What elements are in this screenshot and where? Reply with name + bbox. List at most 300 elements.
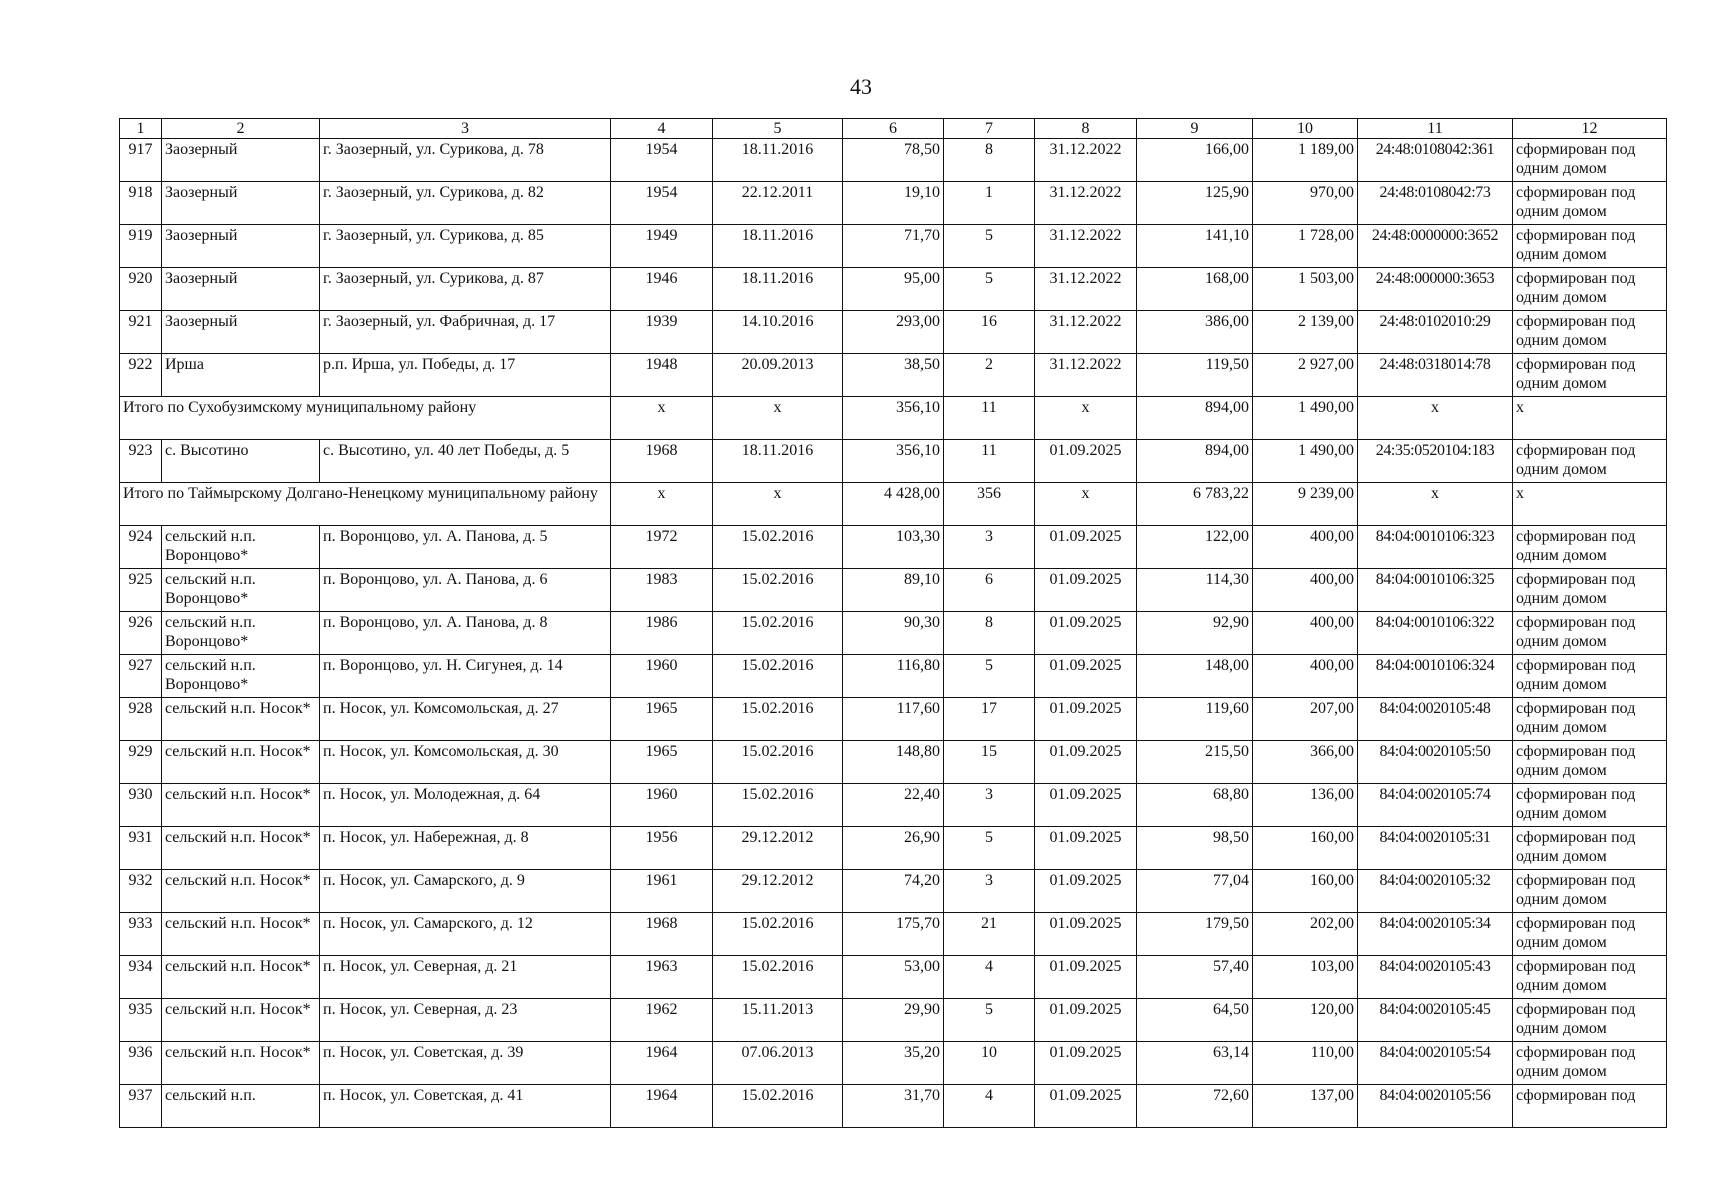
settlement-name: Заозерный xyxy=(162,311,320,354)
land-area: 179,50 xyxy=(1137,913,1253,956)
column-header-2: 2 xyxy=(162,119,320,139)
cost-value: 202,00 xyxy=(1253,913,1358,956)
settlement-name: Заозерный xyxy=(162,268,320,311)
residents-count: 5 xyxy=(944,999,1035,1042)
recognition-date: 14.10.2016 xyxy=(713,311,843,354)
house-address: п. Носок, ул. Северная, д. 23 xyxy=(320,999,611,1042)
construction-year: 1960 xyxy=(611,655,713,698)
house-address: п. Носок, ул. Комсомольская, д. 27 xyxy=(320,698,611,741)
construction-year: 1983 xyxy=(611,569,713,612)
construction-year: 1946 xyxy=(611,268,713,311)
cadastral-number: х xyxy=(1358,397,1513,440)
living-area: 31,70 xyxy=(843,1085,944,1128)
resettlement-deadline: 01.09.2025 xyxy=(1035,784,1137,827)
row-number: 918 xyxy=(120,182,162,225)
recognition-date: 15.02.2016 xyxy=(713,1085,843,1128)
living-area: 26,90 xyxy=(843,827,944,870)
construction-year: х xyxy=(611,397,713,440)
resettlement-deadline: 01.09.2025 xyxy=(1035,698,1137,741)
living-area: 293,00 xyxy=(843,311,944,354)
cadastral-number: 84:04:0020105:32 xyxy=(1358,870,1513,913)
living-area: 90,30 xyxy=(843,612,944,655)
settlement-name: сельский н.п. xyxy=(162,1085,320,1128)
construction-year: 1986 xyxy=(611,612,713,655)
land-status: сформирован под одним домом xyxy=(1513,1042,1667,1085)
house-address: г. Заозерный, ул. Сурикова, д. 78 xyxy=(320,139,611,182)
construction-year: 1956 xyxy=(611,827,713,870)
cadastral-number: 84:04:0010106:325 xyxy=(1358,569,1513,612)
row-number: 931 xyxy=(120,827,162,870)
living-area: 74,20 xyxy=(843,870,944,913)
row-number: 927 xyxy=(120,655,162,698)
table-row xyxy=(120,139,1667,182)
residents-count: 6 xyxy=(944,569,1035,612)
cadastral-number: 24:48:0108042:73 xyxy=(1358,182,1513,225)
living-area: 71,70 xyxy=(843,225,944,268)
residents-count: 5 xyxy=(944,225,1035,268)
cadastral-number: 84:04:0020105:54 xyxy=(1358,1042,1513,1085)
settlement-name: сельский н.п. Носок* xyxy=(162,1042,320,1085)
residents-count: 356 xyxy=(944,483,1035,526)
land-area: 119,60 xyxy=(1137,698,1253,741)
land-status: сформирован под одним домом xyxy=(1513,956,1667,999)
subtotal-label: Итого по Сухобузимскому муниципальному району xyxy=(120,397,611,440)
cost-value: 1 728,00 xyxy=(1253,225,1358,268)
row-number: 932 xyxy=(120,870,162,913)
table-row xyxy=(120,913,1667,956)
construction-year: 1965 xyxy=(611,741,713,784)
cadastral-number: 84:04:0010106:324 xyxy=(1358,655,1513,698)
construction-year: 1960 xyxy=(611,784,713,827)
land-status: сформирован под одним домом xyxy=(1513,569,1667,612)
table-row xyxy=(120,827,1667,870)
settlement-name: Заозерный xyxy=(162,225,320,268)
table-row xyxy=(120,655,1667,698)
land-status: сформирован под одним домом xyxy=(1513,784,1667,827)
housing-register-table xyxy=(119,118,1667,1128)
cost-value: 137,00 xyxy=(1253,1085,1358,1128)
house-address: г. Заозерный, ул. Фабричная, д. 17 xyxy=(320,311,611,354)
resettlement-deadline: 01.09.2025 xyxy=(1035,741,1137,784)
land-status: сформирован под одним домом xyxy=(1513,999,1667,1042)
row-number: 936 xyxy=(120,1042,162,1085)
resettlement-deadline: 31.12.2022 xyxy=(1035,268,1137,311)
row-number: 924 xyxy=(120,526,162,569)
recognition-date: 18.11.2016 xyxy=(713,440,843,483)
cost-value: 1 503,00 xyxy=(1253,268,1358,311)
column-header-1: 1 xyxy=(120,119,162,139)
recognition-date: 15.02.2016 xyxy=(713,655,843,698)
residents-count: 15 xyxy=(944,741,1035,784)
residents-count: 11 xyxy=(944,397,1035,440)
construction-year: 1954 xyxy=(611,139,713,182)
land-status: х xyxy=(1513,397,1667,440)
construction-year: 1965 xyxy=(611,698,713,741)
land-area: 77,04 xyxy=(1137,870,1253,913)
recognition-date: 20.09.2013 xyxy=(713,354,843,397)
cost-value: 400,00 xyxy=(1253,526,1358,569)
residents-count: 3 xyxy=(944,526,1035,569)
recognition-date: 15.02.2016 xyxy=(713,569,843,612)
house-address: п. Носок, ул. Самарского, д. 9 xyxy=(320,870,611,913)
cost-value: 400,00 xyxy=(1253,655,1358,698)
house-address: п. Воронцово, ул. А. Панова, д. 5 xyxy=(320,526,611,569)
settlement-name: сельский н.п. Носок* xyxy=(162,913,320,956)
settlement-name: сельский н.п. Носок* xyxy=(162,784,320,827)
row-number: 934 xyxy=(120,956,162,999)
land-area: 148,00 xyxy=(1137,655,1253,698)
settlement-name: Ирша xyxy=(162,354,320,397)
residents-count: 10 xyxy=(944,1042,1035,1085)
recognition-date: 18.11.2016 xyxy=(713,225,843,268)
house-address: г. Заозерный, ул. Сурикова, д. 87 xyxy=(320,268,611,311)
recognition-date: 15.02.2016 xyxy=(713,956,843,999)
cadastral-number: 84:04:0010106:322 xyxy=(1358,612,1513,655)
table-row xyxy=(120,999,1667,1042)
table-row xyxy=(120,1085,1667,1128)
recognition-date: 22.12.2011 xyxy=(713,182,843,225)
cadastral-number: 84:04:0020105:34 xyxy=(1358,913,1513,956)
recognition-date: 15.02.2016 xyxy=(713,526,843,569)
house-address: г. Заозерный, ул. Сурикова, д. 82 xyxy=(320,182,611,225)
cost-value: 1 189,00 xyxy=(1253,139,1358,182)
recognition-date: 15.02.2016 xyxy=(713,741,843,784)
construction-year: 1961 xyxy=(611,870,713,913)
land-status: сформирован под одним домом xyxy=(1513,354,1667,397)
land-area: 114,30 xyxy=(1137,569,1253,612)
settlement-name: сельский н.п. Носок* xyxy=(162,827,320,870)
resettlement-deadline: 01.09.2025 xyxy=(1035,870,1137,913)
resettlement-deadline: 01.09.2025 xyxy=(1035,655,1137,698)
cost-value: 2 927,00 xyxy=(1253,354,1358,397)
land-area: 64,50 xyxy=(1137,999,1253,1042)
cadastral-number: 84:04:0020105:31 xyxy=(1358,827,1513,870)
land-status: сформирован под одним домом xyxy=(1513,612,1667,655)
table-body xyxy=(120,139,1667,1128)
settlement-name: сельский н.п. Носок* xyxy=(162,870,320,913)
settlement-name: сельский н.п. Воронцово* xyxy=(162,526,320,569)
column-header-11: 11 xyxy=(1358,119,1513,139)
table-row xyxy=(120,612,1667,655)
table-row xyxy=(120,784,1667,827)
land-status: сформирован под одним домом xyxy=(1513,827,1667,870)
living-area: 19,10 xyxy=(843,182,944,225)
table-row xyxy=(120,311,1667,354)
residents-count: 5 xyxy=(944,655,1035,698)
construction-year: 1968 xyxy=(611,440,713,483)
page-number: 43 xyxy=(850,74,872,99)
land-area: 215,50 xyxy=(1137,741,1253,784)
table-row xyxy=(120,354,1667,397)
resettlement-deadline: 01.09.2025 xyxy=(1035,440,1137,483)
table-row xyxy=(120,698,1667,741)
living-area: 103,30 xyxy=(843,526,944,569)
column-header-7: 7 xyxy=(944,119,1035,139)
row-number: 919 xyxy=(120,225,162,268)
recognition-date: 18.11.2016 xyxy=(713,268,843,311)
resettlement-deadline: 31.12.2022 xyxy=(1035,182,1137,225)
row-number: 925 xyxy=(120,569,162,612)
subtotal-label: Итого по Таймырскому Долгано-Ненецкому муниципальному району xyxy=(120,483,611,526)
row-number: 920 xyxy=(120,268,162,311)
table-row xyxy=(120,526,1667,569)
construction-year: 1963 xyxy=(611,956,713,999)
cadastral-number: 24:48:0318014:78 xyxy=(1358,354,1513,397)
land-status: сформирован под одним домом xyxy=(1513,870,1667,913)
row-number: 921 xyxy=(120,311,162,354)
land-area: 386,00 xyxy=(1137,311,1253,354)
table-row xyxy=(120,268,1667,311)
land-area: 119,50 xyxy=(1137,354,1253,397)
table-row xyxy=(120,225,1667,268)
house-address: п. Воронцово, ул. А. Панова, д. 6 xyxy=(320,569,611,612)
resettlement-deadline: 01.09.2025 xyxy=(1035,827,1137,870)
construction-year: 1964 xyxy=(611,1042,713,1085)
column-header-5: 5 xyxy=(713,119,843,139)
recognition-date: 07.06.2013 xyxy=(713,1042,843,1085)
recognition-date: 15.02.2016 xyxy=(713,913,843,956)
land-status: сформирован под одним домом xyxy=(1513,139,1667,182)
table-row xyxy=(120,440,1667,483)
land-area: 122,00 xyxy=(1137,526,1253,569)
cost-value: 160,00 xyxy=(1253,870,1358,913)
settlement-name: сельский н.п. Носок* xyxy=(162,698,320,741)
residents-count: 4 xyxy=(944,956,1035,999)
residents-count: 8 xyxy=(944,139,1035,182)
land-area: 72,60 xyxy=(1137,1085,1253,1128)
cost-value: 1 490,00 xyxy=(1253,440,1358,483)
construction-year: 1968 xyxy=(611,913,713,956)
cadastral-number: 84:04:0020105:74 xyxy=(1358,784,1513,827)
construction-year: 1964 xyxy=(611,1085,713,1128)
resettlement-deadline: 01.09.2025 xyxy=(1035,526,1137,569)
settlement-name: сельский н.п. Воронцово* xyxy=(162,569,320,612)
cadastral-number: 84:04:0020105:50 xyxy=(1358,741,1513,784)
land-area: 894,00 xyxy=(1137,440,1253,483)
residents-count: 21 xyxy=(944,913,1035,956)
settlement-name: с. Высотино xyxy=(162,440,320,483)
cadastral-number: 24:48:0102010:29 xyxy=(1358,311,1513,354)
land-area: 166,00 xyxy=(1137,139,1253,182)
resettlement-deadline: 01.09.2025 xyxy=(1035,1085,1137,1128)
resettlement-deadline: 31.12.2022 xyxy=(1035,311,1137,354)
resettlement-deadline: 31.12.2022 xyxy=(1035,225,1137,268)
residents-count: 17 xyxy=(944,698,1035,741)
recognition-date: 15.02.2016 xyxy=(713,698,843,741)
land-status: сформирован под одним домом xyxy=(1513,440,1667,483)
residents-count: 4 xyxy=(944,1085,1035,1128)
residents-count: 1 xyxy=(944,182,1035,225)
resettlement-deadline: 31.12.2022 xyxy=(1035,139,1137,182)
subtotal-row xyxy=(120,397,1667,440)
land-area: 98,50 xyxy=(1137,827,1253,870)
column-header-3: 3 xyxy=(320,119,611,139)
cost-value: 160,00 xyxy=(1253,827,1358,870)
cost-value: 103,00 xyxy=(1253,956,1358,999)
cost-value: 366,00 xyxy=(1253,741,1358,784)
column-header-4: 4 xyxy=(611,119,713,139)
resettlement-deadline: х xyxy=(1035,483,1137,526)
recognition-date: 15.11.2013 xyxy=(713,999,843,1042)
construction-year: 1954 xyxy=(611,182,713,225)
column-header-9: 9 xyxy=(1137,119,1253,139)
living-area: 29,90 xyxy=(843,999,944,1042)
subtotal-row xyxy=(120,483,1667,526)
table-row xyxy=(120,1042,1667,1085)
land-area: 6 783,22 xyxy=(1137,483,1253,526)
cost-value: 400,00 xyxy=(1253,612,1358,655)
table-row xyxy=(120,956,1667,999)
construction-year: 1962 xyxy=(611,999,713,1042)
land-status: сформирован под xyxy=(1513,1085,1667,1128)
living-area: 78,50 xyxy=(843,139,944,182)
cadastral-number: 84:04:0010106:323 xyxy=(1358,526,1513,569)
cadastral-number: 84:04:0020105:56 xyxy=(1358,1085,1513,1128)
cost-value: 120,00 xyxy=(1253,999,1358,1042)
living-area: 95,00 xyxy=(843,268,944,311)
cost-value: 2 139,00 xyxy=(1253,311,1358,354)
land-status: сформирован под одним домом xyxy=(1513,698,1667,741)
table-row xyxy=(120,741,1667,784)
row-number: 928 xyxy=(120,698,162,741)
cost-value: 9 239,00 xyxy=(1253,483,1358,526)
construction-year: 1939 xyxy=(611,311,713,354)
living-area: 4 428,00 xyxy=(843,483,944,526)
house-address: с. Высотино, ул. 40 лет Победы, д. 5 xyxy=(320,440,611,483)
land-area: 168,00 xyxy=(1137,268,1253,311)
resettlement-deadline: 01.09.2025 xyxy=(1035,612,1137,655)
land-area: 68,80 xyxy=(1137,784,1253,827)
row-number: 926 xyxy=(120,612,162,655)
living-area: 117,60 xyxy=(843,698,944,741)
living-area: 148,80 xyxy=(843,741,944,784)
row-number: 929 xyxy=(120,741,162,784)
living-area: 356,10 xyxy=(843,440,944,483)
living-area: 356,10 xyxy=(843,397,944,440)
cadastral-number: 24:48:0000000:3652 xyxy=(1358,225,1513,268)
land-status: сформирован под одним домом xyxy=(1513,225,1667,268)
land-status: сформирован под одним домом xyxy=(1513,655,1667,698)
resettlement-deadline: 01.09.2025 xyxy=(1035,1042,1137,1085)
house-address: р.п. Ирша, ул. Победы, д. 17 xyxy=(320,354,611,397)
construction-year: 1948 xyxy=(611,354,713,397)
land-status: сформирован под одним домом xyxy=(1513,182,1667,225)
cost-value: 207,00 xyxy=(1253,698,1358,741)
house-address: п. Носок, ул. Комсомольская, д. 30 xyxy=(320,741,611,784)
house-address: п. Носок, ул. Советская, д. 41 xyxy=(320,1085,611,1128)
cost-value: 110,00 xyxy=(1253,1042,1358,1085)
land-status: х xyxy=(1513,483,1667,526)
row-number: 930 xyxy=(120,784,162,827)
land-status: сформирован под одним домом xyxy=(1513,311,1667,354)
resettlement-deadline: 01.09.2025 xyxy=(1035,569,1137,612)
settlement-name: сельский н.п. Воронцово* xyxy=(162,655,320,698)
settlement-name: сельский н.п. Носок* xyxy=(162,741,320,784)
column-header-8: 8 xyxy=(1035,119,1137,139)
recognition-date: 18.11.2016 xyxy=(713,139,843,182)
house-address: г. Заозерный, ул. Сурикова, д. 85 xyxy=(320,225,611,268)
row-number: 937 xyxy=(120,1085,162,1128)
cost-value: 400,00 xyxy=(1253,569,1358,612)
construction-year: х xyxy=(611,483,713,526)
column-number-header-row xyxy=(120,119,1667,139)
cost-value: 970,00 xyxy=(1253,182,1358,225)
resettlement-deadline: 01.09.2025 xyxy=(1035,913,1137,956)
living-area: 22,40 xyxy=(843,784,944,827)
living-area: 38,50 xyxy=(843,354,944,397)
residents-count: 8 xyxy=(944,612,1035,655)
living-area: 116,80 xyxy=(843,655,944,698)
recognition-date: 15.02.2016 xyxy=(713,784,843,827)
living-area: 175,70 xyxy=(843,913,944,956)
land-area: 57,40 xyxy=(1137,956,1253,999)
residents-count: 11 xyxy=(944,440,1035,483)
land-status: сформирован под одним домом xyxy=(1513,741,1667,784)
recognition-date: 29.12.2012 xyxy=(713,827,843,870)
house-address: п. Носок, ул. Набережная, д. 8 xyxy=(320,827,611,870)
settlement-name: сельский н.п. Носок* xyxy=(162,956,320,999)
cadastral-number: 84:04:0020105:48 xyxy=(1358,698,1513,741)
living-area: 53,00 xyxy=(843,956,944,999)
residents-count: 2 xyxy=(944,354,1035,397)
land-status: сформирован под одним домом xyxy=(1513,268,1667,311)
construction-year: 1972 xyxy=(611,526,713,569)
residents-count: 5 xyxy=(944,827,1035,870)
table-row xyxy=(120,569,1667,612)
row-number: 923 xyxy=(120,440,162,483)
settlement-name: Заозерный xyxy=(162,139,320,182)
land-area: 125,90 xyxy=(1137,182,1253,225)
row-number: 935 xyxy=(120,999,162,1042)
house-address: п. Носок, ул. Самарского, д. 12 xyxy=(320,913,611,956)
settlement-name: сельский н.п. Воронцово* xyxy=(162,612,320,655)
row-number: 917 xyxy=(120,139,162,182)
land-status: сформирован под одним домом xyxy=(1513,526,1667,569)
cadastral-number: 24:48:0108042:361 xyxy=(1358,139,1513,182)
house-address: п. Носок, ул. Северная, д. 21 xyxy=(320,956,611,999)
settlement-name: сельский н.п. Носок* xyxy=(162,999,320,1042)
resettlement-deadline: х xyxy=(1035,397,1137,440)
recognition-date: 29.12.2012 xyxy=(713,870,843,913)
cost-value: 1 490,00 xyxy=(1253,397,1358,440)
land-area: 92,90 xyxy=(1137,612,1253,655)
recognition-date: х xyxy=(713,397,843,440)
cadastral-number: 84:04:0020105:43 xyxy=(1358,956,1513,999)
recognition-date: 15.02.2016 xyxy=(713,612,843,655)
living-area: 35,20 xyxy=(843,1042,944,1085)
residents-count: 3 xyxy=(944,784,1035,827)
residents-count: 16 xyxy=(944,311,1035,354)
land-area: 894,00 xyxy=(1137,397,1253,440)
house-address: п. Воронцово, ул. А. Панова, д. 8 xyxy=(320,612,611,655)
cadastral-number: 24:35:0520104:183 xyxy=(1358,440,1513,483)
house-address: п. Носок, ул. Молодежная, д. 64 xyxy=(320,784,611,827)
column-header-6: 6 xyxy=(843,119,944,139)
cadastral-number: 84:04:0020105:45 xyxy=(1358,999,1513,1042)
residents-count: 5 xyxy=(944,268,1035,311)
resettlement-deadline: 01.09.2025 xyxy=(1035,956,1137,999)
column-header-10: 10 xyxy=(1253,119,1358,139)
construction-year: 1949 xyxy=(611,225,713,268)
land-area: 141,10 xyxy=(1137,225,1253,268)
land-area: 63,14 xyxy=(1137,1042,1253,1085)
residents-count: 3 xyxy=(944,870,1035,913)
resettlement-deadline: 31.12.2022 xyxy=(1035,354,1137,397)
resettlement-deadline: 01.09.2025 xyxy=(1035,999,1137,1042)
living-area: 89,10 xyxy=(843,569,944,612)
column-header-12: 12 xyxy=(1513,119,1667,139)
cadastral-number: х xyxy=(1358,483,1513,526)
